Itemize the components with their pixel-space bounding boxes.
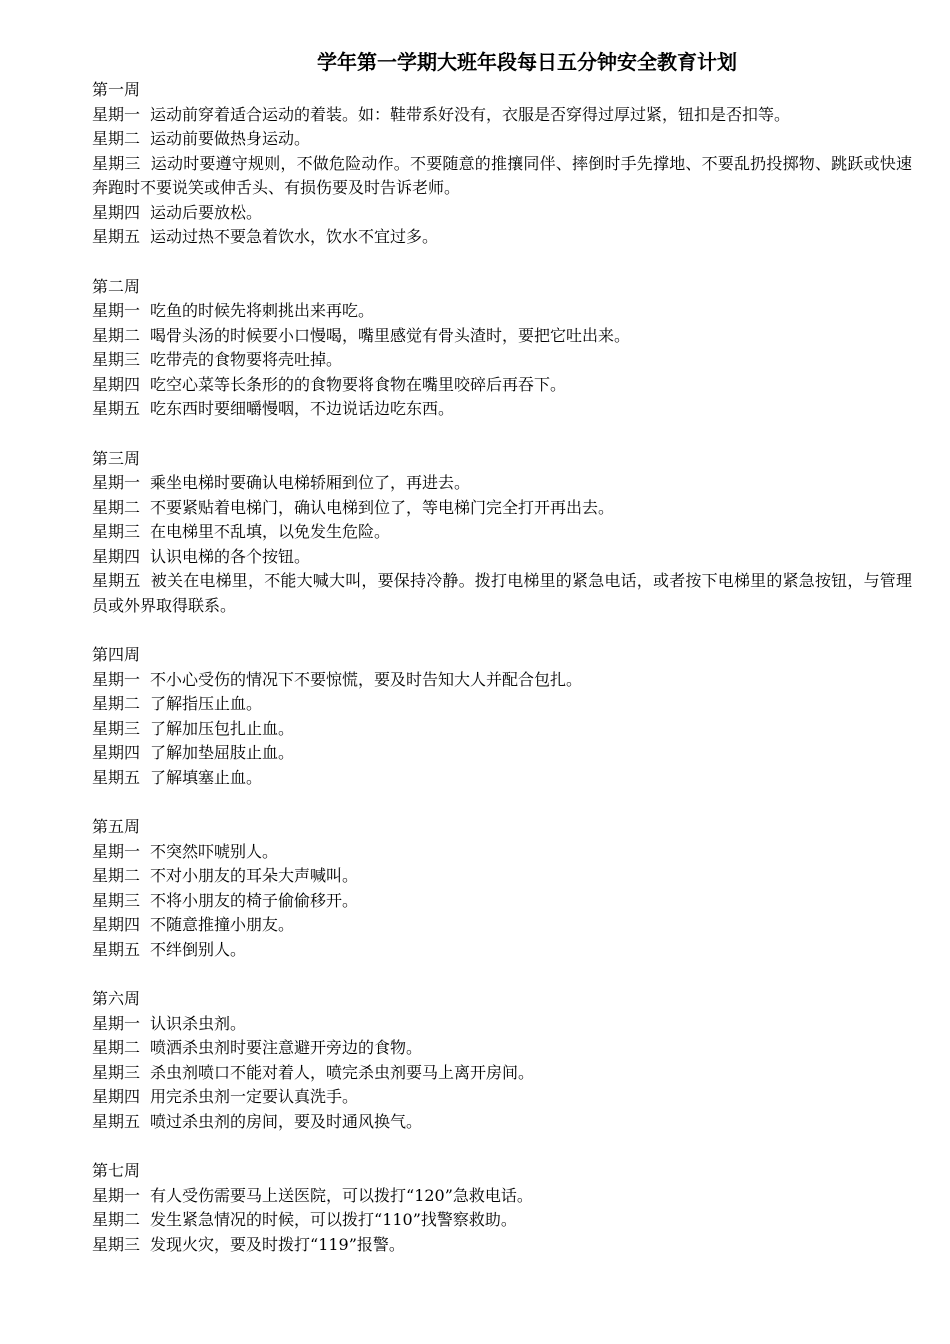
day-text: 运动后要放松。 (150, 202, 263, 222)
day-entry (92, 840, 912, 865)
day-entry (92, 913, 912, 938)
day-entry (92, 692, 912, 717)
day-entry (92, 201, 912, 226)
day-text: 不突然吓唬别人。 (150, 841, 279, 861)
day-text: 不小心受伤的情况下不要惊慌，要及时告知大人并配合包扎。 (150, 669, 583, 689)
day-entry (92, 348, 912, 373)
day-text: 吃空心菜等长条形的的食物要将食物在嘴里咬碎后再吞下。 (150, 374, 567, 394)
day-label: 星期一 (92, 841, 141, 861)
day-entry (92, 1085, 912, 1110)
day-text: 吃带壳的食物要将壳吐掉。 (150, 350, 343, 369)
day-text: 不将小朋友的椅子偷偷移开。 (150, 890, 359, 910)
day-entry (92, 225, 912, 250)
week-label: 第一周 (92, 80, 141, 99)
day-entry (92, 1061, 912, 1086)
week-label: 第六周 (92, 989, 141, 1008)
day-entry (92, 152, 912, 201)
day-label: 星期二 (92, 325, 141, 345)
day-label: 星期四 (92, 546, 141, 566)
day-label: 星期三 (92, 153, 141, 173)
day-text: 认识杀虫剂。 (150, 1013, 247, 1033)
day-entry (92, 127, 912, 152)
document-title: 学年第一学期大班年段每日五分钟安全教育计划 (317, 50, 737, 74)
day-label: 星期三 (92, 1234, 141, 1254)
day-label: 星期四 (92, 1087, 141, 1106)
day-entry (92, 545, 912, 570)
day-label: 星期四 (92, 202, 141, 222)
day-label: 星期一 (92, 1185, 141, 1205)
weeks-container (92, 78, 912, 1257)
week-label: 第二周 (92, 276, 141, 296)
day-label: 星期五 (92, 399, 141, 418)
day-text: 了解加压包扎止血。 (150, 718, 295, 738)
week-section (92, 643, 912, 790)
day-text: 吃东西时要细嚼慢咽，不边说话边吃东西。 (150, 399, 455, 418)
day-label: 星期四 (92, 915, 141, 934)
day-text: 了解指压止血。 (150, 694, 263, 713)
day-label: 星期四 (92, 374, 141, 394)
day-label: 星期一 (92, 301, 141, 320)
day-text: 在电梯里不乱填，以免发生危险。 (150, 522, 391, 541)
day-text: 运动过热不要急着饮水，饮水不宜过多。 (150, 227, 439, 246)
week-section (92, 987, 912, 1134)
day-label: 星期三 (92, 1062, 141, 1082)
day-text: 运动前穿着适合运动的着装。如：鞋带系好没有，衣服是否穿得过厚过紧，钮扣是否扣等。 (150, 104, 791, 124)
document-page (92, 48, 912, 1282)
day-entry (92, 103, 912, 128)
week-section (92, 447, 912, 619)
day-label: 星期三 (92, 350, 141, 369)
week-label: 第四周 (92, 645, 141, 664)
day-label: 星期二 (92, 497, 141, 517)
day-label: 星期五 (92, 1111, 141, 1131)
day-entry (92, 1184, 912, 1209)
day-text: 运动时要遵守规则，不做危险动作。不要随意的推攘同伴、摔倒时手先撑地、不要乱扔投掷物、跳跃或快速奔跑时不要说笑或伸舌头、有损伤要及时告诉老师。 (92, 153, 912, 197)
day-text: 不要紧贴着电梯门，确认电梯到位了，等电梯门完全打开再出去。 (150, 497, 615, 517)
day-text: 吃鱼的时候先将刺挑出来再吃。 (150, 301, 375, 320)
day-text: 喷洒杀虫剂时要注意避开旁边的食物。 (150, 1038, 423, 1057)
day-text: 杀虫剂喷口不能对着人，喷完杀虫剂要马上离开房间。 (150, 1062, 535, 1082)
day-label: 星期一 (92, 1013, 141, 1033)
day-label: 星期二 (92, 866, 141, 885)
day-label: 星期五 (92, 227, 141, 246)
day-label: 星期三 (92, 522, 141, 541)
day-label: 星期四 (92, 743, 141, 762)
day-text: 有人受伤需要马上送医院，可以拨打“120”急救电话。 (150, 1185, 533, 1205)
day-text: 喝骨头汤的时候要小口慢喝，嘴里感觉有骨头渣时，要把它吐出来。 (150, 325, 631, 345)
day-text: 不对小朋友的耳朵大声喊叫。 (150, 866, 359, 885)
day-text: 喷过杀虫剂的房间，要及时通风换气。 (150, 1111, 423, 1131)
day-entry (92, 938, 912, 963)
day-label: 星期一 (92, 104, 141, 124)
day-entry (92, 324, 912, 349)
day-label: 星期二 (92, 129, 141, 148)
day-text: 不随意推撞小朋友。 (150, 915, 295, 934)
day-entry (92, 864, 912, 889)
day-label: 星期三 (92, 890, 141, 910)
day-entry (92, 741, 912, 766)
day-entry (92, 668, 912, 693)
day-text: 认识电梯的各个按钮。 (150, 546, 311, 566)
day-entry (92, 496, 912, 521)
day-entry (92, 471, 912, 496)
week-section (92, 1159, 912, 1257)
day-entry (92, 889, 912, 914)
day-text: 了解填塞止血。 (150, 767, 263, 787)
week-section (92, 78, 912, 250)
day-entry (92, 1012, 912, 1037)
week-section (92, 275, 912, 422)
week-label: 第五周 (92, 817, 141, 836)
day-text: 乘坐电梯时要确认电梯轿厢到位了，再进去。 (150, 473, 471, 492)
day-label: 星期五 (92, 939, 141, 959)
day-entry (92, 717, 912, 742)
day-entry (92, 299, 912, 324)
day-text: 被关在电梯里，不能大喊大叫，要保持冷静。拨打电梯里的紧急电话，或者按下电梯里的紧急按钮，与管理员或外界取得联系。 (92, 571, 912, 615)
day-entry (92, 1233, 912, 1258)
day-entry (92, 766, 912, 791)
week-label: 第七周 (92, 1161, 141, 1180)
day-entry (92, 1110, 912, 1135)
day-entry (92, 1208, 912, 1233)
day-text: 发生紧急情况的时候，可以拨打“110”找警察救助。 (150, 1210, 517, 1229)
day-entry (92, 569, 912, 618)
day-text: 不绊倒别人。 (150, 939, 247, 959)
day-entry (92, 397, 912, 422)
day-label: 星期二 (92, 694, 141, 713)
week-section (92, 815, 912, 962)
day-text: 了解加垫屈肢止血。 (150, 743, 295, 762)
week-label: 第三周 (92, 448, 141, 468)
day-entry (92, 1036, 912, 1061)
day-entry (92, 373, 912, 398)
day-entry (92, 520, 912, 545)
day-label: 星期五 (92, 767, 141, 787)
day-label: 星期一 (92, 669, 141, 689)
day-label: 星期二 (92, 1210, 141, 1229)
day-text: 运动前要做热身运动。 (150, 129, 311, 148)
day-label: 星期二 (92, 1038, 141, 1057)
day-text: 发现火灾，要及时拨打“119”报警。 (150, 1234, 405, 1254)
day-label: 星期五 (92, 571, 141, 590)
day-label: 星期三 (92, 718, 141, 738)
day-label: 星期一 (92, 473, 141, 492)
day-text: 用完杀虫剂一定要认真洗手。 (150, 1087, 359, 1106)
